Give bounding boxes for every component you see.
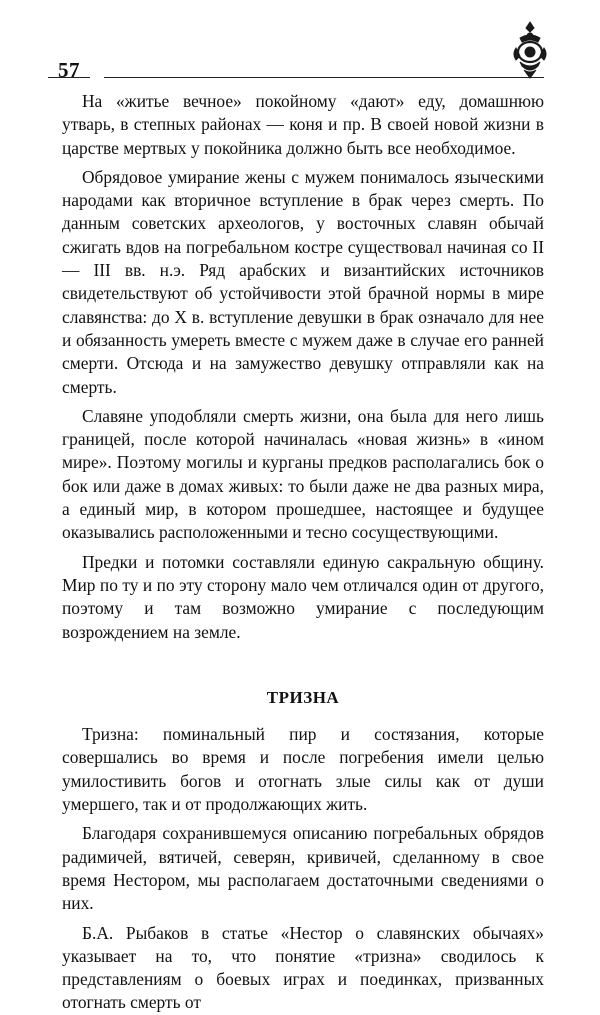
paragraph: Обрядовое умирание жены с мужем понималось языческими народами как вторичное вступление в брак через смерть. По данным советских археологов, у восточных славян обычай сжигать вдов на погребальном костре существовал начиная со II — III вв. н.э. Ряд арабских и византийских источников свидетельствуют об устойчивости этой брачной нормы в мире славянства: до X в. вступление девушки в брак означало для нее и обязанность умереть вместе с мужем даже в случае его ранней смерти. Отсюда и на замужество девушку отправляли как на смерть.: [62, 166, 544, 397]
page-header: [48, 56, 558, 86]
page-number: 57: [58, 58, 80, 82]
section-title: ТРИЗНА: [266, 687, 340, 707]
paragraph: Славяне уподобляли смерть жизни, она была для него лишь границей, после которой начиналась «новая жизнь» в «ином мире». Поэтому могилы и курганы предков располагались бок о бок или даже в домах живых: то были даже не два разных мира, а единый мир, в котором прошедшее, настоящее и будущее оказывались расположенными и тесно сосуществующими.: [62, 405, 544, 543]
header-rule-right: [104, 77, 544, 78]
paragraph: На «житье вечное» покойному «дают» еду, домашнюю утварь, в степных районах — коня и пр. В своей новой жизни в царстве мертвых у покойника должно быть все необходимое.: [62, 91, 544, 158]
text-body: [62, 90, 544, 1015]
ornamental-emblem-icon: [506, 20, 554, 80]
paragraph: Предки и потомки составляли единую сакральную общину. Мир по ту и по эту сторону мало чем отличался один от другого, поэтому и там возможно умирание с последующим возрождением на земле.: [62, 551, 544, 642]
paragraph: Благодаря сохранившемуся описанию погребальных обрядов радимичей, вятичей, северян, кривичей, сделанному в свое время Нестором, мы располагаем достаточными сведениями о них.: [62, 823, 544, 914]
paragraph: Б.А. Рыбаков в статье «Нестор о славянских обычаях» указывает на то, что понятие «тризна» сводилось к представлениям о боевых играх и поединках, призванных отогнать смерть от: [62, 922, 544, 1013]
paragraph: Тризна: поминальный пир и состязания, которые совершались во время и после погребения имели целью умилостивить богов и отогнать злые силы как от души умершего, так и от продолжающих жить.: [62, 724, 544, 815]
